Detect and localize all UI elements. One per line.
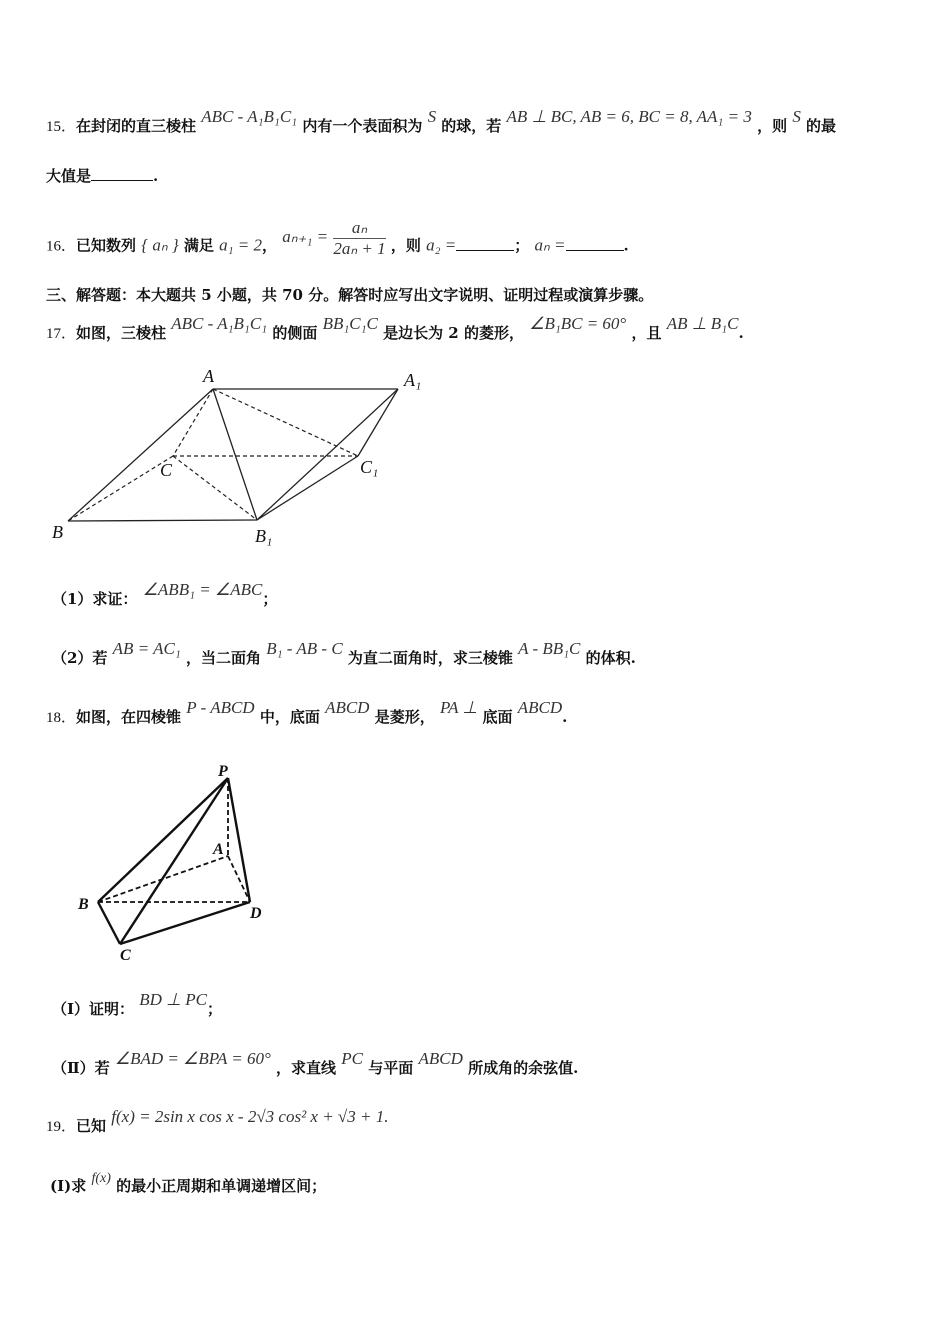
q15-prism-math: ABC - A₁B₁C₁ — [201, 107, 298, 126]
q17-label-A: A — [203, 366, 214, 386]
q15-line2: 大值是 . — [46, 167, 159, 185]
q16-recurrence-lhs: aₙ₊₁ = — [282, 226, 329, 246]
q15-number: 15． — [46, 119, 77, 135]
q19-function-math: f(x) = 2sin x cos x - 2√3 cos² x + √3 + 1. — [111, 1107, 389, 1126]
q16-line: 16．已知数列 { aₙ } 满足 a₁ = 2， aₙ₊₁ = $\frac{\text{aₙ}}{\text{2aₙ + 1}}$ ，则 a₂ = ； aₙ = . — [46, 218, 629, 258]
q17-prism-figure — [40, 362, 440, 554]
q18-part2: （Ⅱ）若 ∠BAD = ∠BPA = 60° ，求直线 PC 与平面 ABCD 所成角的余弦值. — [52, 1049, 579, 1077]
q15-s-math: S — [427, 107, 437, 126]
q18-label-A: A — [213, 841, 224, 858]
q17-angle-math: ∠B₁BC = 60° — [529, 314, 627, 333]
q17-label-C: C — [160, 460, 173, 480]
q18-label-P: P — [218, 763, 228, 780]
q16-a2-math: a₂ = — [426, 235, 457, 255]
q16-number: 16． — [46, 238, 77, 255]
q16-seq-math: { aₙ } — [141, 235, 179, 255]
q17-number: 17． — [46, 326, 77, 342]
q19-part1: (I)求 f(x) 的最小正周期和单调递增区间； — [50, 1171, 327, 1195]
q17-perp-math: AB ⊥ B₁C — [666, 314, 739, 333]
q18-line: 18．如图，在四棱锥 P - ABCD 中，底面 ABCD 是菱形， PA ⊥ 底面 ABCD. — [46, 698, 568, 726]
q16-a2-blank[interactable] — [456, 236, 514, 251]
q19-line: 19．已知 f(x) = 2sin x cos x - 2√3 cos² x + √3 + 1. — [46, 1107, 389, 1135]
q17-label-A1: A₁ — [404, 370, 422, 390]
q16-an-math: aₙ = — [534, 235, 566, 255]
q17-part1-math: ∠ABB₁ = ∠ABC — [142, 580, 263, 599]
q18-label-D: D — [250, 905, 262, 922]
q16-a1-math: a₁ = 2 — [219, 235, 263, 255]
q18-part1: （Ⅰ）证明： BD ⊥ PC； — [52, 990, 222, 1018]
q17-label-B1: B₁ — [255, 526, 273, 546]
q17-label-B: B — [52, 522, 63, 542]
q17-line: 17．如图，三棱柱 ABC - A₁B₁C₁ 的侧面 BB₁C₁C 是边长为 2 的菱形， ∠B₁BC = 60° ，且 AB ⊥ B₁C. — [46, 314, 744, 342]
q18-number: 18． — [46, 710, 77, 726]
q17-part1: （1）求证： ∠ABB₁ = ∠ABC； — [52, 580, 278, 608]
q16-recurrence-fraction: $\frac{\text{aₙ}}{\text{2aₙ + 1}}$ — [333, 218, 386, 258]
q17-face-math: BB₁C₁C — [322, 314, 378, 333]
q17-part2: （2）若 AB = AC₁ ，当二面角 B₁ - AB - C 为直二面角时，求三棱锥 A - BB₁C 的体积. — [52, 639, 636, 667]
q18-label-C: C — [120, 947, 131, 964]
q15-line1: 15．在封闭的直三棱柱 ABC - A₁B₁C₁ 内有一个表面积为 S 的球，若 AB ⊥ BC, AB = 6, BC = 8, AA₁ = 3 ，则 S 的最 — [46, 107, 837, 135]
q15-condition-math: AB ⊥ BC, AB = 6, BC = 8, AA₁ = 3 — [506, 107, 752, 126]
q19-number: 19． — [46, 1119, 77, 1135]
section3-heading: 三、解答题：本大题共 5 小题，共 70 分。解答时应写出文字说明、证明过程或演算步骤。 — [46, 286, 654, 304]
q17-prism-math: ABC - A₁B₁C₁ — [171, 314, 268, 333]
q18-pyramid-figure — [70, 756, 280, 966]
q16-an-blank[interactable] — [566, 236, 624, 251]
q15-answer-blank[interactable] — [91, 166, 153, 181]
q17-label-C1: C₁ — [360, 457, 379, 477]
q18-label-B: B — [78, 896, 89, 913]
